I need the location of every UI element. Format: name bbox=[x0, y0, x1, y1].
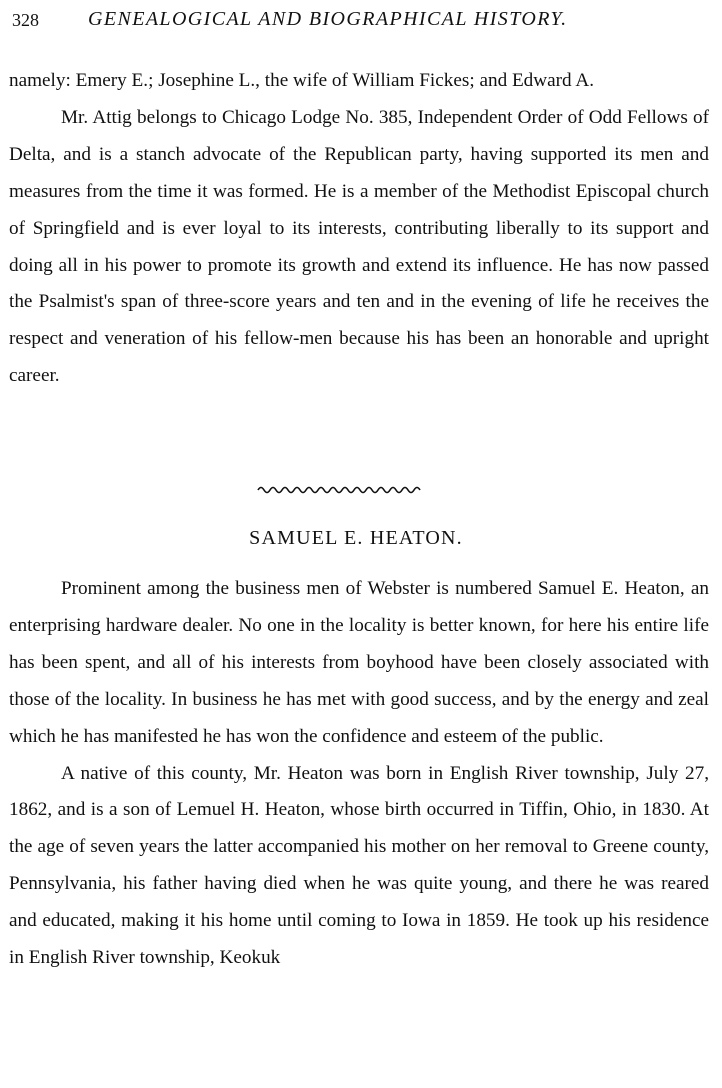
running-title: GENEALOGICAL AND BIOGRAPHICAL HISTORY. bbox=[88, 8, 568, 30]
page-number: 328 bbox=[12, 10, 39, 30]
wavy-rule-divider bbox=[256, 483, 426, 497]
paragraph-heaton-birth: A native of this county, Mr. Heaton was born in English River township, July 27, 1862, and is a son of Lemuel H. Heaton, whose birth occurred in Tiffin, Ohio, in 1830. At the age of seven years the latter accompanied his mother on her removal to Greene county, Pennsylvania, his father having died when he was quite young, and there he was reared and educated, making it his home until coming to Iowa in 1859. He took up his residence in English River township, Keokuk bbox=[9, 762, 709, 969]
heaton-biography bbox=[9, 571, 709, 977]
paragraph-heaton-intro: Prominent among the business men of Webster is numbered Samuel E. Heaton, an enterprising hardware dealer. No one in the locality is better known, for here his entire life has been spent, and all of his interests from boyhood have been closely associated with those of the locality. In business he has met with good success, and by the energy and zeal which he has manifested he has won the confidence and esteem of the public. bbox=[9, 578, 709, 747]
running-head bbox=[12, 8, 708, 36]
continued-biography bbox=[9, 63, 709, 395]
section-title: SAMUEL E. HEATON. bbox=[249, 527, 463, 549]
paragraph-continuation: namely: Emery E.; Josephine L., the wife of William Fickes; and Edward A. bbox=[9, 70, 595, 91]
paragraph-attig-memberships: Mr. Attig belongs to Chicago Lodge No. 385, Independent Order of Odd Fellows of Delta, and is a stanch advocate of the Republican party, having supported its men and measures from the time it was formed. He is a member of the Methodist Episcopal church of Springfield and is ever loyal to its interests, contributing liberally to its support and doing all in his power to promote its growth and extend its influence. He has now passed the Psalmist's span of three-score years and ten and in the evening of life he receives the respect and veneration of his fellow-men because his has been an honorable and upright career. bbox=[9, 106, 709, 387]
